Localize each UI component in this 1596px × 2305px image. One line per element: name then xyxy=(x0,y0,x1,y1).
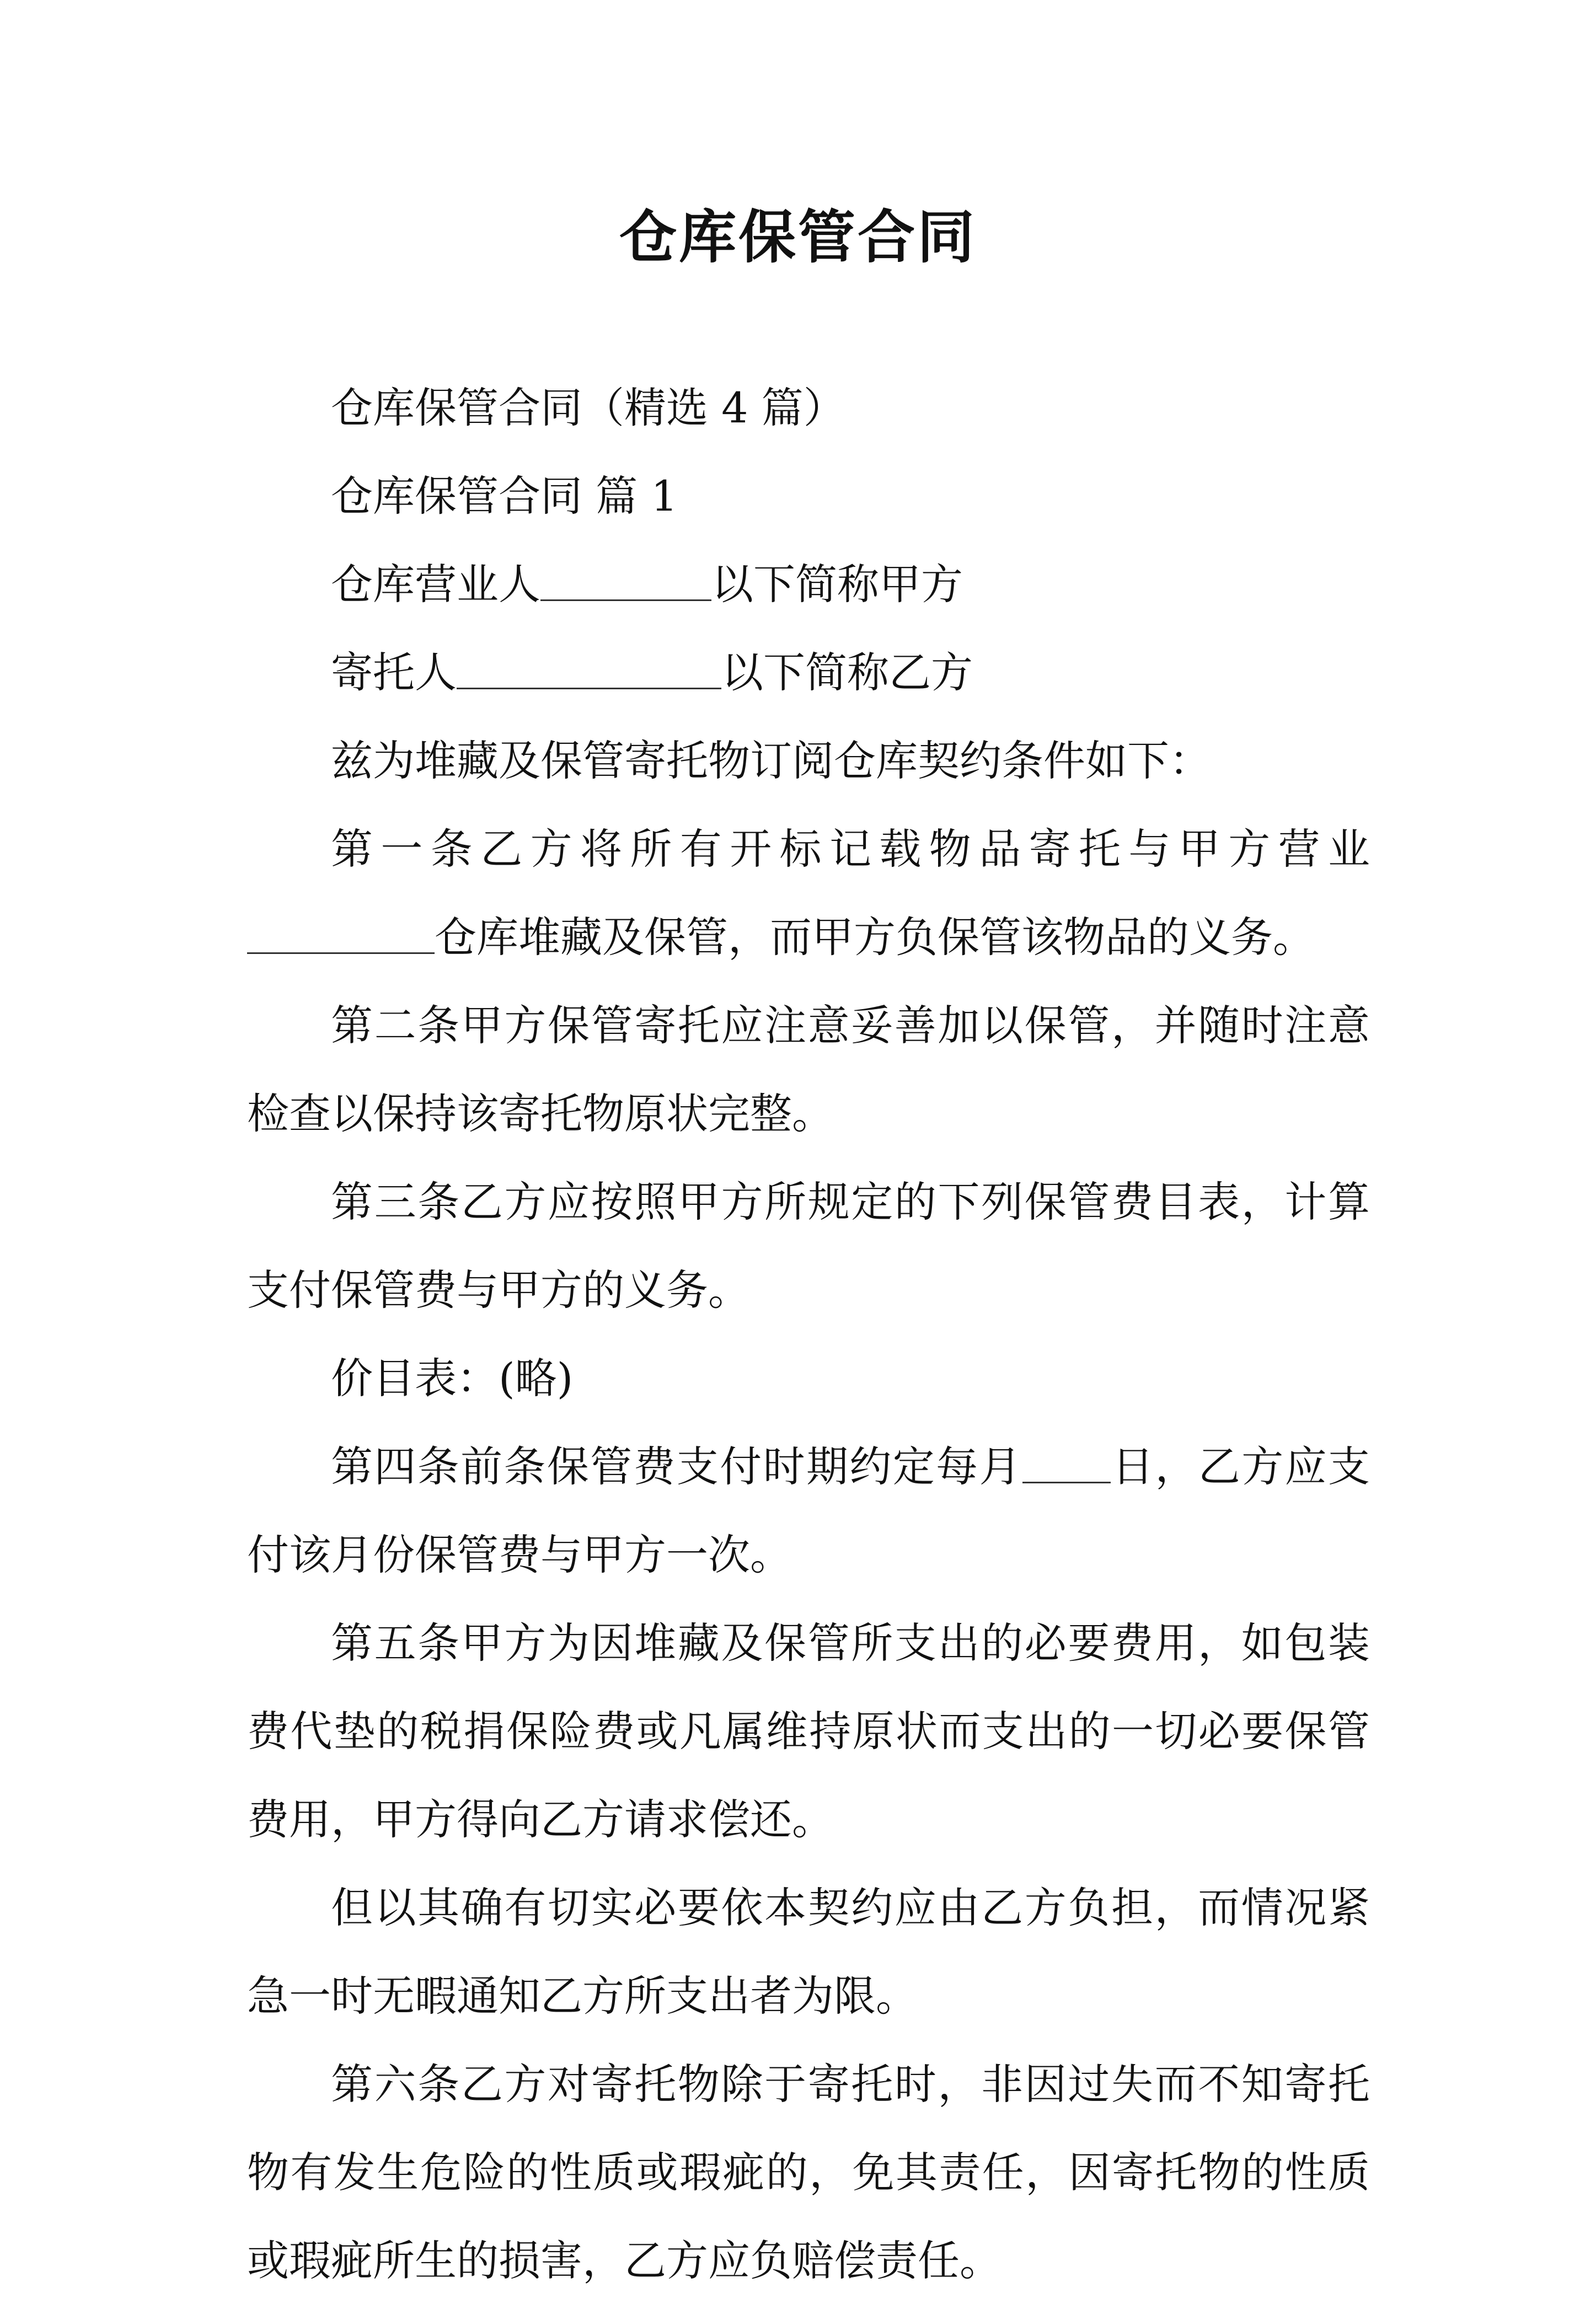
paragraph-article-2: 第二条甲方保管寄托应注意妥善加以保管，并随时注意检查以保持该寄托物原状完整。 xyxy=(247,1001,1370,1138)
paragraph-article-4: 第四条前条保管费支付时期约定每月 日，乙方应支付该月份保管费与甲方一次。 xyxy=(247,1442,1370,1579)
paragraph-article-3: 第三条乙方应按照甲方所规定的下列保管费目表，计算支付保管费与甲方的义务。 xyxy=(247,1177,1370,1315)
blank-line xyxy=(247,914,435,953)
paragraph-article-1: 第一条乙方将所有开标记载物品寄托与甲方营业 仓库堆藏及保管，而甲方负保管该物品的义务。 xyxy=(247,805,1370,982)
blank-line xyxy=(457,650,721,689)
paragraph-article-6: 第六条乙方对寄托物除于寄托时，非因过失而不知寄托物有发生危险的性质或瑕疵的，免其责任，因寄托物的性质或瑕疵所生的损害，乙方应负赔偿责任。 xyxy=(247,2060,1370,2285)
paragraph-article-5: 第五条甲方为因堆藏及保管所支出的必要费用，如包装费代垫的税捐保险费或凡属维持原状而支出的一切必要保管费用，甲方得向乙方请求偿还。 xyxy=(247,1618,1370,1844)
document-title: 仓库保管合同 xyxy=(619,203,977,271)
paragraph-part-heading: 仓库保管合同 篇 1 xyxy=(331,471,678,521)
blank-line xyxy=(1022,1444,1111,1483)
blank-line xyxy=(540,561,711,601)
paragraph-party-a: 仓库营业人 以下简称甲方 xyxy=(331,560,963,609)
document-body xyxy=(247,364,1370,2305)
paragraph-price-list: 价目表：(略) xyxy=(331,1354,574,1403)
paragraph-party-b: 寄托人 以下简称乙方 xyxy=(331,648,973,697)
paragraph-intro: 兹为堆藏及保管寄托物订阅仓库契约条件如下： xyxy=(331,736,1211,785)
paragraph-article-5-proviso: 但以其确有切实必要依本契约应由乙方负担，而情况紧急一时无暇通知乙方所支出者为限。 xyxy=(247,1883,1370,2020)
paragraph-subtitle: 仓库保管合同（精选 4 篇） xyxy=(331,383,845,432)
